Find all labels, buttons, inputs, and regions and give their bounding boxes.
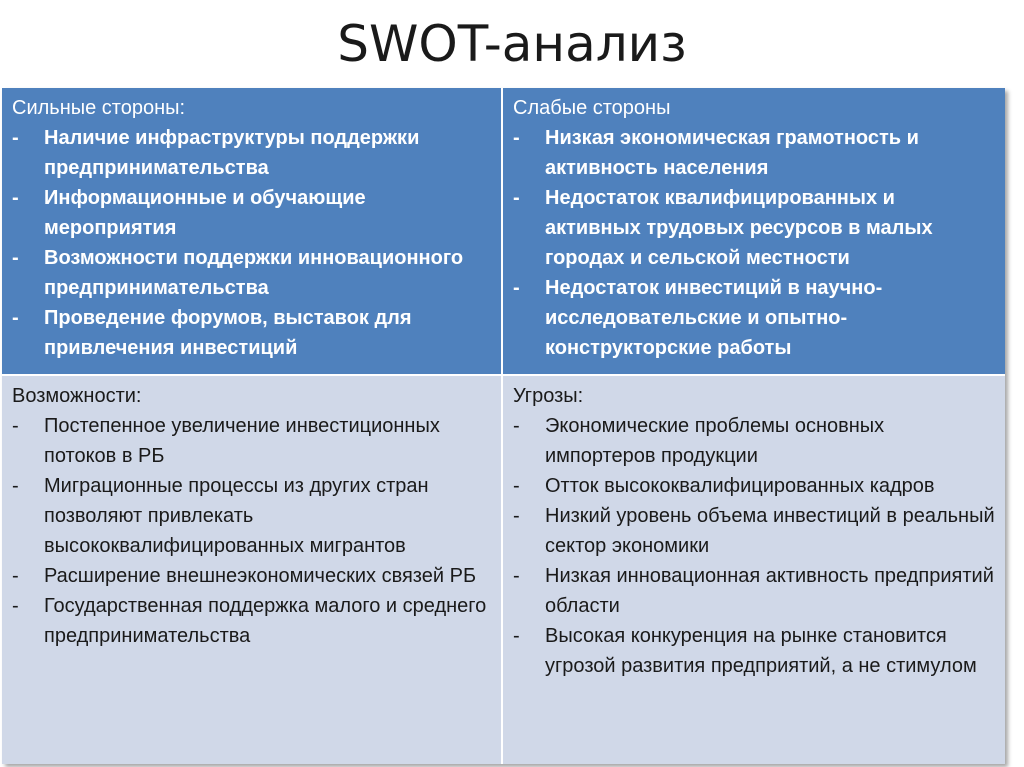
list-item-text: Экономические проблемы основных импортеров продукции [545,415,885,467]
list-item-text: Постепенное увеличение инвестиционных потоков в РБ [44,415,440,467]
list-item [513,621,995,681]
list-item [513,273,995,363]
list-item-text: Проведение форумов, выставок для привлечения инвестиций [44,307,412,359]
list-item-text: Высокая конкуренция на рынке становится угрозой развития предприятий, а не стимулом [545,625,977,677]
list-item-text: Миграционные процессы из других стран позволяют привлекать высококвалифицированных мигрантов [44,475,429,557]
list-item-text: Низкая инновационная активность предприятий области [545,565,994,617]
bullet-dash: - [513,127,520,149]
bullet-dash: - [513,565,520,587]
opportunities-heading: Возможности: [12,385,142,407]
list-item [12,471,491,561]
list-item [12,561,491,591]
weaknesses-list [513,123,995,363]
bullet-dash: - [12,475,19,497]
bullet-dash: - [513,505,520,527]
list-item-text: Информационные и обучающие мероприятия [44,187,366,239]
list-item [12,411,491,471]
list-item [12,591,491,651]
strengths-heading: Сильные стороны: [12,97,186,119]
bullet-dash: - [12,565,19,587]
bullet-dash: - [12,415,19,437]
threats-heading: Угрозы: [513,385,584,407]
bullet-dash: - [513,187,520,209]
list-item-text: Недостаток квалифицированных и активных трудовых ресурсов в малых городах и сельской местности [545,187,933,269]
list-item [513,123,995,183]
list-item-text: Возможности поддержки инновационного предпринимательства [44,247,464,299]
bullet-dash: - [12,307,19,329]
bullet-dash: - [12,595,19,617]
weaknesses-cell [503,88,1005,376]
strengths-list [12,123,491,363]
list-item-text: Расширение внешнеэкономических связей РБ [44,565,477,587]
bullet-dash: - [513,625,520,647]
threats-list [513,411,995,681]
list-item-text: Государственная поддержка малого и среднего предпринимательства [44,595,487,647]
bullet-dash: - [513,475,520,497]
bullet-dash: - [513,277,520,299]
list-item [513,471,995,501]
list-item [513,501,995,561]
list-item-text: Отток высококвалифицированных кадров [545,475,935,497]
list-item [12,123,491,183]
bullet-dash: - [513,415,520,437]
list-item [12,303,491,363]
list-item-text: Низкий уровень объема инвестиций в реальный сектор экономики [545,505,995,557]
list-item-text: Наличие инфраструктуры поддержки предпринимательства [44,127,420,179]
list-item [513,183,995,273]
strengths-cell [2,88,503,376]
threats-cell [503,376,1005,764]
bullet-dash: - [12,127,19,149]
list-item-text: Недостаток инвестиций в научно-исследовательские и опытно-конструкторские работы [545,277,883,359]
list-item [513,561,995,621]
opportunities-list [12,411,491,651]
page-title: SWOT-анализ [337,15,687,73]
bullet-dash: - [12,247,19,269]
list-item-text: Низкая экономическая грамотность и активность населения [545,127,919,179]
bullet-dash: - [12,187,19,209]
weaknesses-heading: Слабые стороны [513,97,671,119]
list-item [12,183,491,243]
opportunities-cell [2,376,503,764]
swot-table [2,88,1005,764]
list-item [513,411,995,471]
list-item [12,243,491,303]
